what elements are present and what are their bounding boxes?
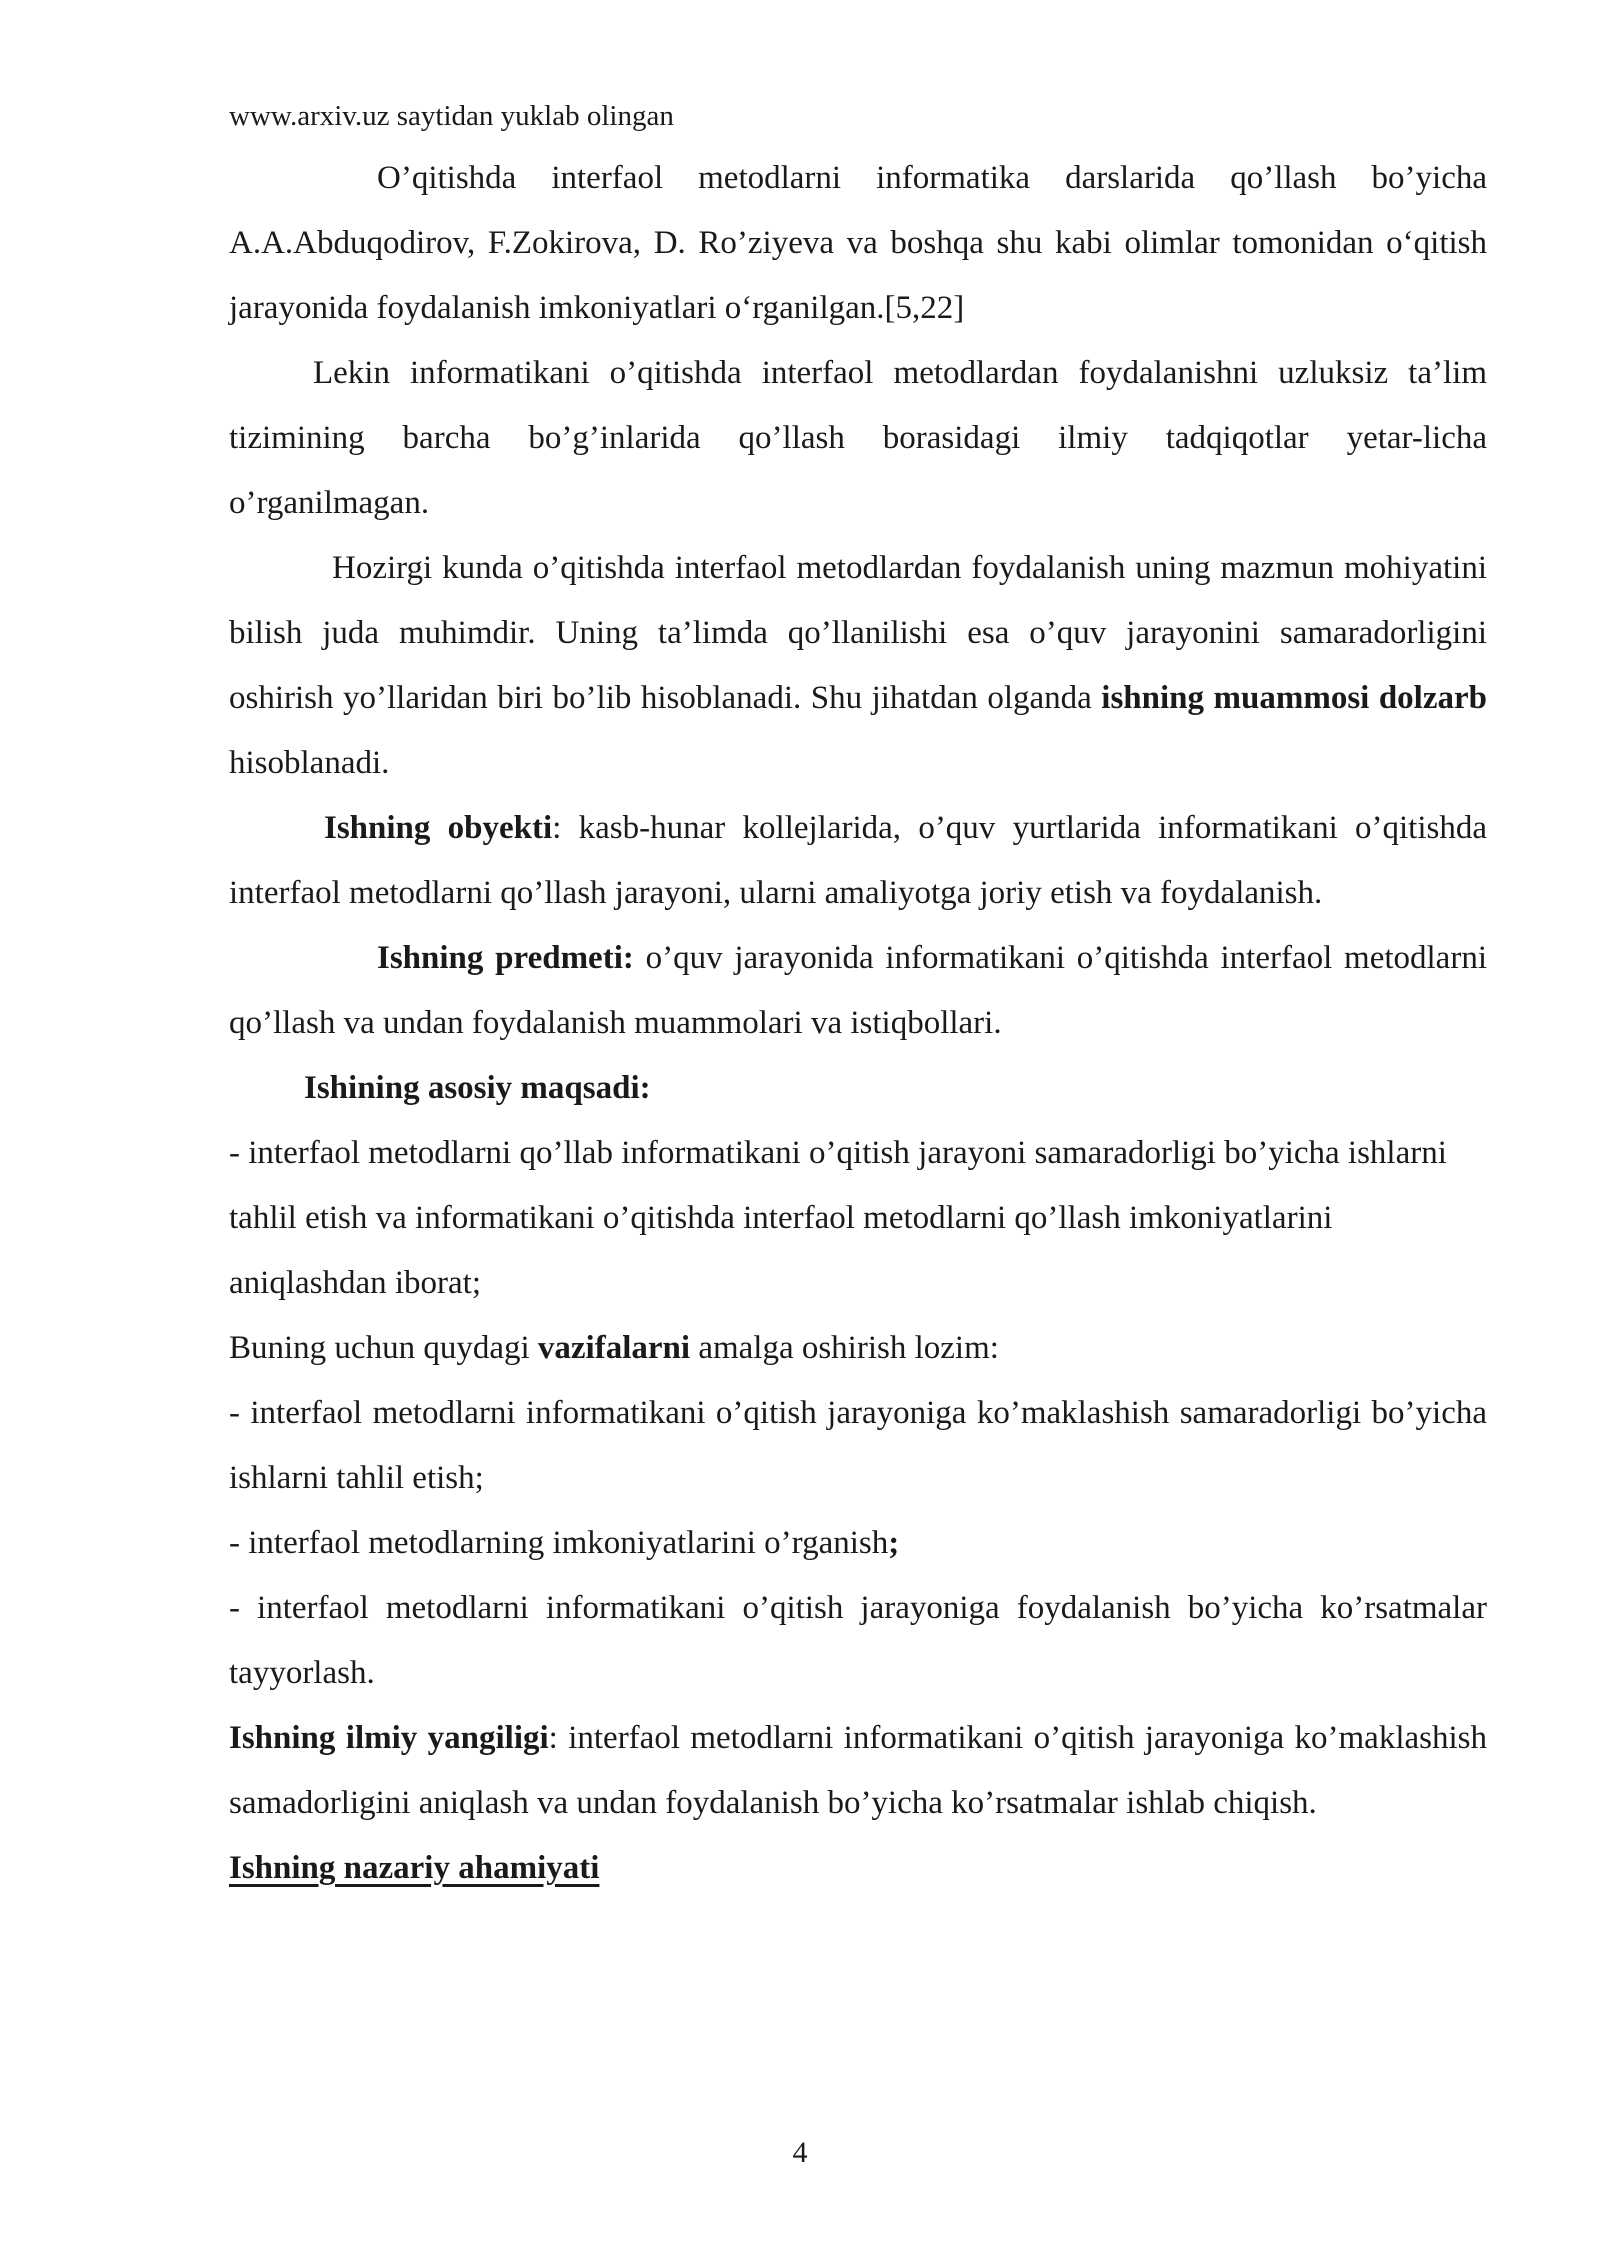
task-2-bold: ; [888, 1525, 900, 1561]
paragraph-literature: O’qitishda interfaol metodlarni informatika darslarida qo’llash bo’yicha A.A.Abduqodirov, F.Zokirova, D. Ro’ziyeva va boshqa shu kabi olimlar tomonidan o‘qitish jarayonida foydalanish imkoniyatlari o‘rganilgan.[5,22] [229, 160, 1487, 326]
subject-text: o’quv jarayonida informatikani o’qitishda interfaol metodlarni qo’llash va undan foydalanish muammolari va istiqbollari. [229, 940, 1487, 1041]
novelty-label: Ishning ilmiy yangiligi [229, 1720, 549, 1756]
subject-label: Ishning predmeti: [377, 940, 634, 976]
paragraph-tasks-intro [229, 1316, 1487, 1381]
list-item-task-2 [229, 1511, 1487, 1576]
tasks-intro-text: Buning uchun quydagi [229, 1330, 538, 1366]
paragraph-relevance [229, 536, 1487, 796]
tasks-intro-tail: amalga oshirish lozim: [690, 1330, 999, 1366]
novelty-text: : interfaol metodlarni informatikani o’qitish jarayoniga ko’maklashish samadorligini aniqlash va undan foydalanish bo’yicha ko’rsatmalar ishlab chiqish. [229, 1720, 1487, 1821]
relevance-tail: hisoblanadi. [229, 745, 390, 781]
source-note: www.arxiv.uz saytidan yuklab olingan [229, 100, 674, 132]
list-item-task-3: - interfaol metodlarni informatikani o’qitish jarayoniga foydalanish bo’yicha ko’rsatmalar tayyorlash. [229, 1590, 1487, 1691]
list-item-task-1: - interfaol metodlarni informatikani o’qitish jarayoniga ko’maklashish samaradorligi bo’yicha ishlarni tahlil etish; [229, 1395, 1487, 1496]
tasks-bold: vazifalarni [537, 1330, 691, 1366]
heading-main-goal: Ishining asosiy maqsadi: [304, 1070, 651, 1106]
page-number: 4 [792, 2136, 808, 2169]
paragraph-object [229, 796, 1487, 926]
document-body [229, 146, 1487, 1901]
relevance-bold: ishning muammosi dolzarb [1101, 680, 1487, 716]
task-2-text: - interfaol metodlarning imkoniyatlarini o’rganish [229, 1525, 889, 1561]
object-text: : kasb-hunar kollejlarida, o’quv yurtlarida informatikani o’qitishda interfaol metodlarni qo’llash jarayoni, ularni amaliyotga joriy etish va foydalanish. [229, 810, 1487, 911]
paragraph-scientific-novelty [229, 1706, 1487, 1836]
heading-theoretical-significance: Ishning nazariy ahamiyati [229, 1850, 600, 1886]
paragraph-main-goal: - interfaol metodlarni qo’llab informatikani o’qitish jarayoni samaradorligi bo’yicha ishlarni tahlil etish va informatikani o’qitishda interfaol metodlarni qo’llash imkoniyatlarini aniqlashdan iborat; [229, 1135, 1447, 1301]
paragraph-research-gap: Lekin informatikani o’qitishda interfaol metodlardan foydalanishni uzluksiz ta’lim tizimining barcha bo’g’inlarida qo’llash borasidagi ilmiy tadqiqotlar yetar-licha o’rganilmagan. [229, 355, 1487, 521]
relevance-text: Hozirgi kunda o’qitishda interfaol metodlardan foydalanish uning mazmun mohiyatini bilish juda muhimdir. Uning ta’limda qo’llanilishi esa o’quv jarayonini samaradorligini oshirish yo’llaridan biri bo’lib hisoblanadi. Shu jihatdan olganda [229, 550, 1487, 716]
object-label: Ishning obyekti [324, 810, 553, 846]
paragraph-subject [229, 926, 1487, 1056]
